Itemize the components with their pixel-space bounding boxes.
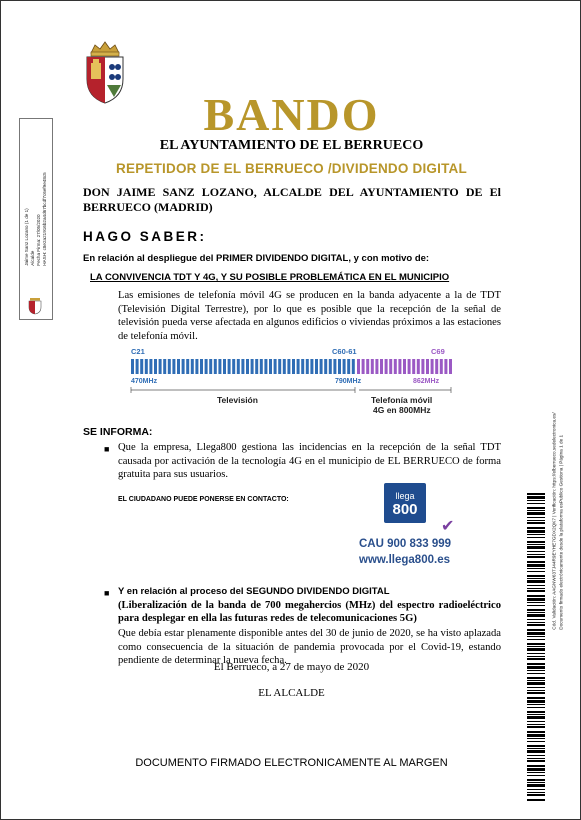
website-link[interactable]: www.llega800.es <box>359 554 450 566</box>
tv-channel-bar <box>260 359 263 374</box>
tv-channel-bar <box>246 359 249 374</box>
mobile-label-2: 4G en 800MHz <box>373 405 431 415</box>
mobile-channel-bar <box>375 359 378 374</box>
mobile-channel-bar <box>398 359 401 374</box>
llega800-logo <box>384 483 426 523</box>
tv-channel-bar <box>274 359 277 374</box>
channel-mid-label: C60-61 <box>332 347 357 356</box>
se-informa-heading: SE INFORMA: <box>83 426 153 438</box>
tv-channel-bar <box>223 359 226 374</box>
mobile-channel-bar <box>380 359 383 374</box>
validation-line: Cód. Validación: AAGNW63TJ44R9EYHE7GDX2QK7 | Verificación: https://elberrueco.sedelectronica.es/ <box>551 412 557 630</box>
mobile-channel-bar <box>385 359 388 374</box>
logo-bottom-text: 800 <box>392 501 418 518</box>
bullet-second-dividend <box>118 585 501 626</box>
mobile-channel-bar <box>449 359 452 374</box>
mobile-channel-bar <box>394 359 397 374</box>
bullet-icon: ■ <box>104 444 110 454</box>
tv-channel-bar <box>195 359 198 374</box>
tv-channel-bar <box>228 359 231 374</box>
tv-channel-bar <box>163 359 166 374</box>
mobile-channel-bar <box>357 359 360 374</box>
bullet-llega800: Que la empresa, Llega800 gestiona las incidencias en la recepción de la señal TDT causada por activación de la tecnología 4G en el municipio de EL BERRUECO de forma gratuita para sus usuarios. <box>118 442 501 480</box>
tv-channel-bar <box>269 359 272 374</box>
subject-heading: REPETIDOR DE EL BERRUECO /DIVIDENDO DIGITAL <box>116 161 467 176</box>
tv-channel-bar <box>159 359 162 374</box>
mobile-channel-bar <box>444 359 447 374</box>
tv-channel-bar <box>214 359 217 374</box>
validation-line: Documento firmado electrónicamente desde la plataforma esPublico Gestiona | Página 1 de 1 <box>558 434 563 630</box>
mobile-channel-bar <box>408 359 411 374</box>
date-line: El Berrueco, a 27 de mayo de 2020 <box>213 661 370 673</box>
mobile-channel-bar <box>426 359 429 374</box>
freq-end-label: 862MHz <box>413 378 440 385</box>
tv-channel-bar <box>140 359 143 374</box>
tv-channel-bar <box>320 359 323 374</box>
tv-channel-bar <box>301 359 304 374</box>
underlined-heading: LA CONVIVENCIA TDT Y 4G, Y SU POSIBLE PROBLEMÁTICA EN EL MUNICIPIO <box>90 272 450 283</box>
tv-channel-bar <box>251 359 254 374</box>
organization-name: EL AYUNTAMIENTO DE EL BERRUECO <box>159 138 424 153</box>
paragraph-delay: Que debía estar plenamente disponible antes del 30 de junio de 2020, se ha visto aplazada como consecuencia de la situación de pandemia provocada por el Covid-19, estando pendiente de determinar la nueva fecha. <box>118 628 501 666</box>
tv-channel-bar <box>306 359 309 374</box>
tv-channel-bar <box>310 359 313 374</box>
tv-channel-bar <box>186 359 189 374</box>
tv-channel-bar <box>338 359 341 374</box>
tv-channel-bar <box>343 359 346 374</box>
tv-channel-bar <box>154 359 157 374</box>
tv-channel-bar <box>324 359 327 374</box>
tv-channel-bar <box>278 359 281 374</box>
tv-channel-bar <box>232 359 235 374</box>
tv-channel-bar <box>315 359 318 374</box>
freq-start-label: 470MHz <box>131 378 158 385</box>
barcode-icon <box>527 493 545 801</box>
tv-channel-bar <box>218 359 221 374</box>
phone-number: CAU 900 833 999 <box>359 538 452 550</box>
tv-channel-bar <box>255 359 258 374</box>
mobile-channel-bar <box>403 359 406 374</box>
stamp-line: Jaime Sanz Lozano (1 de 1) <box>24 208 29 266</box>
mobile-channel-bar <box>412 359 415 374</box>
tv-channel-bar <box>172 359 175 374</box>
tv-channel-bar <box>145 359 148 374</box>
tv-channel-bar <box>333 359 336 374</box>
stamp-line: Alcalde <box>30 250 35 266</box>
mobile-label-1: Telefonía móvil <box>371 395 433 405</box>
tv-channel-bar <box>168 359 171 374</box>
tv-channel-bar <box>200 359 203 374</box>
tv-channel-bar <box>241 359 244 374</box>
logo-top-text: llega <box>395 491 415 501</box>
tv-channel-bar <box>149 359 152 374</box>
mobile-channel-bar <box>440 359 443 374</box>
mobile-channel-bar <box>435 359 438 374</box>
page-title: BANDO <box>203 89 380 140</box>
tv-channel-bar <box>191 359 194 374</box>
paragraph-4g: Las emisiones de telefonía móvil 4G se producen en la banda adyacente a la de TDT (Televisión Digital Terrestre), por lo que es posible que la recepción de la señal de televisión pueda verse afectada en algunos edificios o viviendas próximos a las estaciones de telefonía móvil. <box>118 290 501 342</box>
bullet2-text: (Liberalización de la banda de 700 megahercios (MHz) del espectro radioeléctrico para desplegar en ella las futuras redes de telecomunicaciones 5G) <box>118 599 501 624</box>
contact-label: EL CIUDADANO PUEDE PONERSE EN CONTACTO: <box>118 496 289 503</box>
validation-text <box>548 241 568 801</box>
bullet2-title: Y en relación al proceso del SEGUNDO DIVIDENDO DIGITAL <box>118 586 390 597</box>
tv-channel-bar <box>283 359 286 374</box>
stamp-line: HASH: c8e2a21916b2a4d67bcdf7c6ef9e48c5 <box>42 172 47 266</box>
channel-end-label: C69 <box>431 347 445 356</box>
spectrum-diagram <box>129 344 453 416</box>
tv-channel-bar <box>292 359 295 374</box>
intro-text: En relación al despliegue del PRIMER DIVIDENDO DIGITAL, y con motivo de: <box>83 253 430 264</box>
mobile-channel-bar <box>362 359 365 374</box>
checkmark-icon: ✔ <box>441 516 455 535</box>
tv-channel-bar <box>182 359 185 374</box>
channel-start-label: C21 <box>131 347 145 356</box>
tv-band <box>131 359 355 374</box>
tv-channel-bar <box>287 359 290 374</box>
tv-channel-bar <box>329 359 332 374</box>
mayor-line: DON JAIME SANZ LOZANO, ALCALDE DEL AYUNTAMIENTO DE El BERRUECO (MADRID) <box>83 185 501 214</box>
tv-channel-bar <box>352 359 355 374</box>
tv-label: Televisión <box>217 395 258 405</box>
hago-saber-heading: HAGO SABER: <box>83 229 207 244</box>
mobile-channel-bar <box>371 359 374 374</box>
stamp-crest-icon <box>27 297 43 315</box>
tv-channel-bar <box>297 359 300 374</box>
tv-channel-bar <box>177 359 180 374</box>
tv-channel-bar <box>205 359 208 374</box>
tv-channel-bar <box>264 359 267 374</box>
signer-title: EL ALCALDE <box>258 687 325 699</box>
tv-channel-bar <box>237 359 240 374</box>
mobile-channel-bar <box>421 359 424 374</box>
mobile-band <box>357 359 452 374</box>
mobile-channel-bar <box>366 359 369 374</box>
bullet-icon: ■ <box>104 588 110 598</box>
signed-note: DOCUMENTO FIRMADO ELECTRONICAMENTE AL MARGEN <box>135 757 448 769</box>
mobile-channel-bar <box>431 359 434 374</box>
freq-mid-label: 790MHz <box>335 378 362 385</box>
tv-channel-bar <box>209 359 212 374</box>
tv-channel-bar <box>131 359 134 374</box>
tv-channel-bar <box>347 359 350 374</box>
stamp-line: Fecha Firma: 27/05/2020 <box>36 214 41 266</box>
mobile-channel-bar <box>417 359 420 374</box>
mobile-channel-bar <box>389 359 392 374</box>
tv-channel-bar <box>136 359 139 374</box>
